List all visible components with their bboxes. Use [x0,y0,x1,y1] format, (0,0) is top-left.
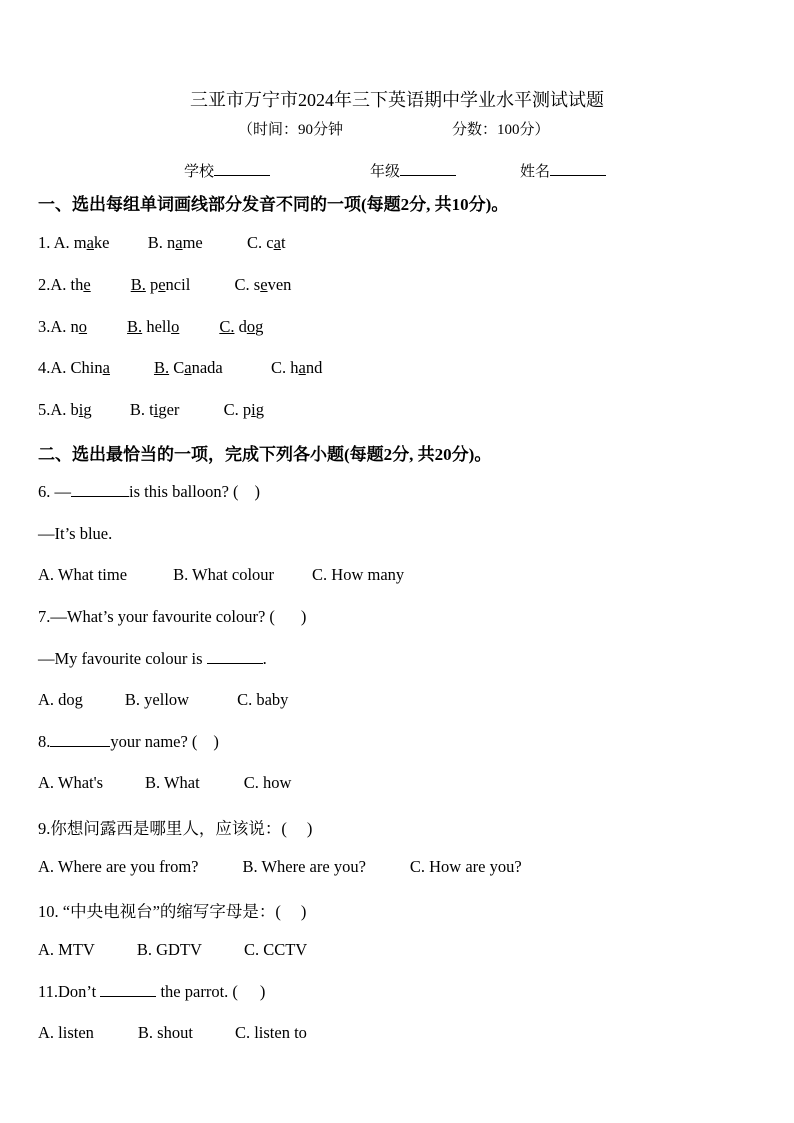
question-11: 11.Don’t the parrot. ( ) [38,982,266,1001]
q8-option-c[interactable]: C. how [243,773,292,792]
q3-option-a[interactable]: A. no [50,317,88,336]
q2-option-b[interactable]: pencil [149,275,191,294]
q7-answer-paren[interactable]: ) [300,607,307,626]
question-10: 10. “中央电视台”的缩写字母是：( ) [38,902,307,921]
section2-heading: 二、选出最恰当的一项，完成下列各小题(每题2分, 共20分)。 [38,445,492,464]
q11-option-c[interactable]: C. listen to [234,1023,307,1042]
q8-option-b[interactable]: B. What [145,773,200,792]
question-4 [38,358,322,378]
q8-answer-blank[interactable] [50,732,110,747]
q6-option-b[interactable]: B. What colour [173,565,275,584]
q5-option-b[interactable]: B. tiger [129,400,180,419]
q7-option-b[interactable]: B. yellow [124,690,190,709]
q3-option-b-letter: B. [127,317,143,336]
q4-option-b[interactable]: Canada [173,358,223,377]
q2-option-a[interactable]: A. the [50,275,91,294]
school-field[interactable] [184,160,270,181]
q3-number: 3. [38,317,51,336]
q5-option-c[interactable]: C. pig [223,400,265,419]
q9-options [38,857,522,877]
question-7: 7.—What’s your favourite colour? ( ) [38,607,307,626]
q2-option-c[interactable]: C. seven [234,275,292,294]
q10-option-a[interactable]: A. MTV [38,940,95,959]
question-8: 8. your name? ( ) [38,732,219,751]
q1-option-c[interactable]: C. cat [247,233,286,252]
question-3 [38,317,263,337]
q11-option-a[interactable]: A. listen [38,1023,94,1042]
q4-option-a[interactable]: A. China [50,358,110,377]
question-1 [38,233,286,253]
q4-option-c[interactable]: C. hand [270,358,323,377]
q10-option-c[interactable]: C. CCTV [243,940,308,959]
q2-option-b-letter: B. [130,275,146,294]
q3-option-c[interactable]: dog [238,317,264,336]
q10-options [38,940,307,960]
question-6: 6. — is this balloon? ( ) [38,482,261,501]
q1-option-a[interactable]: A. make [53,233,110,252]
name-label: 姓名 [520,164,551,180]
q6-options [38,565,404,585]
name-field[interactable] [520,160,606,181]
q6-answer-paren[interactable]: ) [254,482,261,501]
q7-answer-blank[interactable] [207,649,263,664]
score-info: 分数：100分） [452,122,550,138]
page-title: 三亚市万宁市2024年三下英语期中学业水平测试试题 [190,90,604,110]
q9-option-b[interactable]: B. Where are you? [242,857,366,876]
q11-options [38,1023,307,1043]
q6-answer-blank[interactable] [71,482,129,497]
q11-answer-paren[interactable]: ) [259,982,266,1001]
name-blank[interactable] [550,161,606,176]
q9-option-c[interactable]: C. How are you? [409,857,522,876]
q11-answer-blank[interactable] [100,982,156,997]
question-5 [38,400,264,420]
q1-option-b[interactable]: B. name [147,233,203,252]
q9-answer-paren[interactable]: ) [306,819,313,838]
q5-option-a[interactable]: A. big [50,400,92,419]
school-label: 学校 [184,164,215,180]
section1-heading: 一、选出每组单词画线部分发音不同的一项(每题2分, 共10分)。 [38,195,509,214]
q5-number: 5. [38,400,51,419]
q8-option-a[interactable]: A. What's [38,773,103,792]
q8-answer-paren[interactable]: ) [213,732,219,751]
q11-option-b[interactable]: B. shout [137,1023,193,1042]
q10-answer-paren[interactable]: ) [300,902,307,921]
time-info: （时间：90分钟 [238,122,344,138]
q7-options [38,690,288,710]
grade-field[interactable] [370,160,456,181]
school-blank[interactable] [214,161,270,176]
question-2 [38,275,291,295]
q7-response: —My favourite colour is . [38,649,267,668]
q7-option-a[interactable]: A. dog [38,690,83,709]
q3-option-c-letter: C. [219,317,235,336]
q9-option-a[interactable]: A. Where are you from? [38,857,199,876]
q6-option-c[interactable]: C. How many [312,565,405,584]
grade-label: 年级 [370,164,401,180]
q2-number: 2. [38,275,51,294]
q8-options [38,773,291,793]
q7-option-c[interactable]: C. baby [237,690,289,709]
q10-option-b[interactable]: B. GDTV [136,940,202,959]
q4-number: 4. [38,358,51,377]
q6-option-a[interactable]: A. What time [38,565,128,584]
grade-blank[interactable] [400,161,456,176]
question-9: 9.你想问露西是哪里人，应该说：( ) [38,819,313,838]
q6-response: —It’s blue. [38,524,113,543]
q1-number: 1. [38,233,51,252]
q3-option-b[interactable]: hello [146,317,180,336]
q4-option-b-letter: B. [153,358,170,377]
